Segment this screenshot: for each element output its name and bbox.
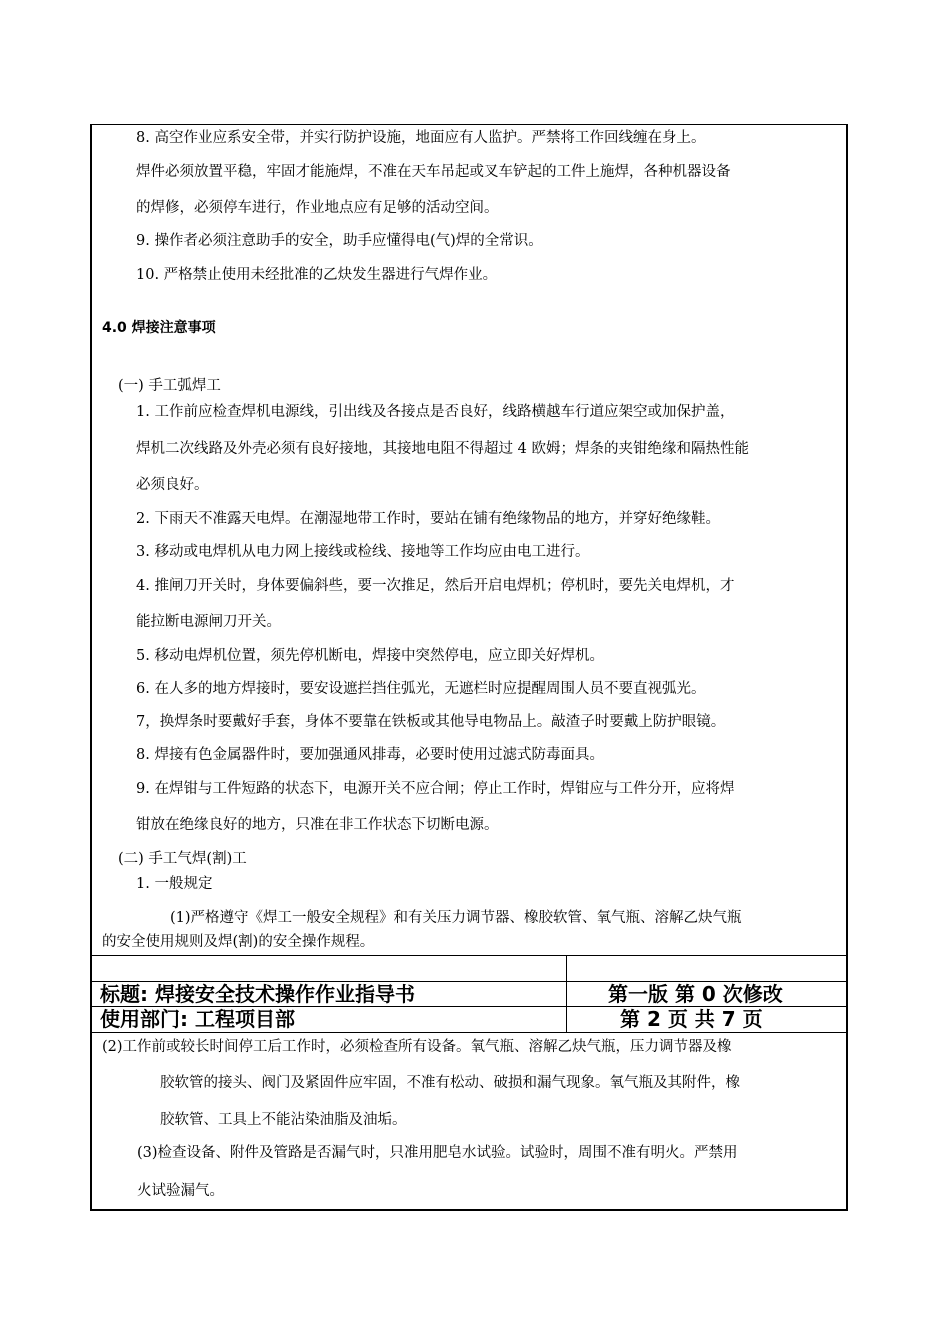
- text-line: 8. 焊接有色金属器件时，要加强通风排毒，必要时使用过滤式防毒面具。: [136, 747, 604, 763]
- text-line: 2. 下雨天不准露天电焊。在潮湿地带工作时，要站在铺有绝缘物品的地方，并穿好绝缘鞋。: [136, 511, 720, 527]
- text-line: 焊机二次线路及外壳必须有良好接地，其接地电阻不得超过 4 欧姆；焊条的夹钳绝缘和隔热性能: [136, 441, 749, 457]
- text-line: 焊件必须放置平稳，牢固才能施焊，不准在天车吊起或叉车铲起的工件上施焊，各种机器设备: [136, 164, 731, 180]
- text-line: 9. 操作者必须注意助手的安全，助手应懂得电(气)焊的全常识。: [136, 233, 543, 249]
- text-line: 8. 高空作业应系安全带，并实行防护设施，地面应有人监护。严禁将工作回线缠在身上。: [136, 130, 706, 146]
- text-line: 1. 一般规定: [136, 876, 213, 892]
- text-line: 3. 移动或电焊机从电力网上接线或检线、接地等工作均应由电工进行。: [136, 544, 590, 560]
- text-line: 必须良好。: [136, 477, 209, 493]
- text-line: (2)工作前或较长时间停工后工作时，必须检查所有设备。氧气瓶、溶解乙炔气瓶，压力调节器及橡: [102, 1039, 732, 1055]
- doc-department: 使用部门: 工程项目部: [100, 1007, 295, 1031]
- text-line: 4. 推闸刀开关时，身体要偏斜些，要一次推足，然后开启电焊机；停机时，要先关电焊机，才: [136, 578, 735, 594]
- text-line: 5. 移动电焊机位置，须先停机断电，焊接中突然停电，应立即关好焊机。: [136, 648, 604, 664]
- page-number: 第 2 页 共 7 页: [620, 1007, 763, 1031]
- text-line: 钳放在绝缘良好的地方，只准在非工作状态下切断电源。: [136, 817, 499, 833]
- text-line: 6. 在人多的地方焊接时，要安设遮拦挡住弧光，无遮栏时应提醒周围人员不要直视弧光。: [136, 681, 706, 697]
- text-line: 的焊修，必须停车进行，作业地点应有足够的活动空间。: [136, 200, 499, 216]
- section-heading: 4.0 焊接注意事项: [102, 320, 216, 336]
- doc-title: 标题: 焊接安全技术操作作业指导书: [100, 982, 415, 1006]
- text-line: (3)检查设备、附件及管路是否漏气时，只准用肥皂水试验。试验时，周围不准有明火。严禁用: [137, 1145, 738, 1161]
- text-line: 火试验漏气。: [137, 1183, 224, 1199]
- subsection-title: (一) 手工弧焊工: [118, 378, 221, 394]
- header-divider: [566, 955, 567, 1033]
- text-line: 的安全使用规则及焊(割)的安全操作规程。: [102, 934, 375, 950]
- text-line: (1)严格遵守《焊工一般安全规程》和有关压力调节器、橡胶软管、氧气瓶、溶解乙炔气瓶: [170, 910, 742, 926]
- text-line: 胶软管、工具上不能沾染油脂及油垢。: [160, 1112, 407, 1128]
- text-line: 1. 工作前应检查焊机电源线，引出线及各接点是否良好，线路横越车行道应架空或加保护盖，: [136, 404, 735, 420]
- text-line: 10. 严格禁止使用未经批准的乙炔发生器进行气焊作业。: [136, 267, 498, 283]
- text-line: 9. 在焊钳与工件短路的状态下，电源开关不应合闸；停止工作时，焊钳应与工件分开，应将焊: [136, 781, 735, 797]
- text-line: 能拉断电源闸刀开关。: [136, 614, 281, 630]
- page-frame-top: [90, 124, 848, 125]
- doc-version: 第一版 第 0 次修改: [608, 982, 783, 1006]
- subsection-title: (二) 手工气焊(割)工: [118, 851, 247, 867]
- text-line: 胶软管的接头、阀门及紧固件应牢固，不准有松动、破损和漏气现象。氧气瓶及其附件，橡: [160, 1075, 740, 1091]
- text-line: 7，换焊条时要戴好手套，身体不要靠在铁板或其他导电物品上。敲渣子时要戴上防护眼镜。: [136, 714, 726, 730]
